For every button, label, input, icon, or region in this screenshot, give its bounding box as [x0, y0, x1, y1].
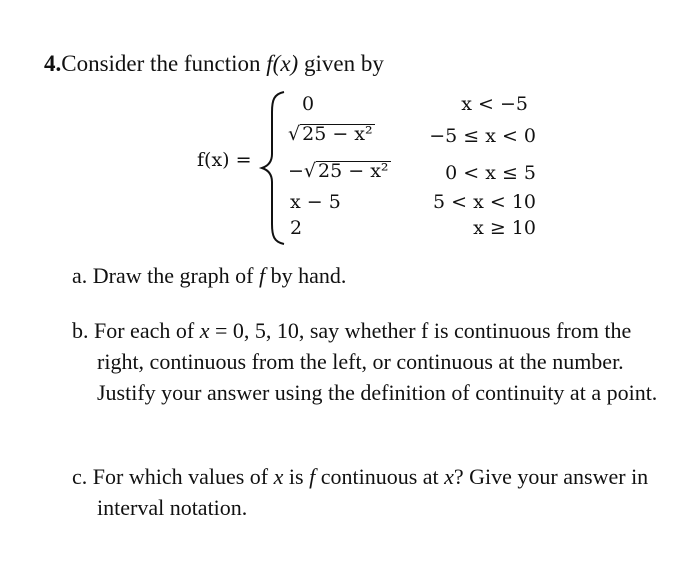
case-expr-2 [288, 123, 375, 145]
part-c-text-3: continuous at [315, 464, 445, 489]
case-cond-3: 0 < x ≤ 5 [445, 162, 536, 184]
left-brace-icon [258, 90, 288, 246]
part-a-f: f [258, 263, 266, 288]
part-c-text-2: is [283, 464, 310, 489]
function-name: f(x) [266, 51, 299, 76]
part-c-text-end: ? Give your answer in interval notation. [97, 464, 649, 520]
part-a-text: Draw the graph of [87, 263, 259, 288]
problem-number: 4. [44, 51, 62, 76]
sqrt-sign: √ [288, 123, 301, 145]
part-b-text: For each of [88, 318, 200, 343]
part-b [72, 315, 672, 408]
part-c-x-2: x [444, 464, 454, 489]
case-cond-5: x ≥ 10 [473, 217, 536, 239]
part-b-label: b. [72, 318, 89, 343]
part-c [72, 461, 672, 523]
case-expr-4: x − 5 [290, 191, 341, 213]
part-c-text: For which values of [87, 464, 274, 489]
piecewise-lhs: f(x) = [197, 149, 252, 171]
part-a-label: a. [72, 263, 88, 288]
part-a [72, 260, 672, 291]
problem-intro: Consider the function [61, 51, 267, 76]
part-c-f: f [309, 464, 316, 489]
case-cond-1: x < −5 [461, 93, 528, 115]
problem-heading [44, 51, 384, 77]
radicand: 25 − x² [318, 160, 389, 182]
neg-sqrt-sign: −√ [288, 160, 317, 182]
case-cond-2: −5 ≤ x < 0 [429, 125, 536, 147]
problem-intro-end: given by [298, 51, 384, 76]
case-expr-1: 0 [302, 93, 315, 115]
radicand: 25 − x² [302, 123, 373, 145]
part-b-text-end: = 0, 5, 10, say whether f is continuous from the right, continuous from the left, or continuous at the number. Justify your answer using the definition of continuity at a point. [97, 318, 658, 405]
part-a-text-end: by hand. [265, 263, 347, 288]
part-c-x: x [273, 464, 284, 489]
case-expr-5: 2 [290, 217, 303, 239]
part-b-x: x [199, 318, 210, 343]
part-c-label: c. [72, 464, 88, 489]
case-cond-4: 5 < x < 10 [433, 191, 536, 213]
